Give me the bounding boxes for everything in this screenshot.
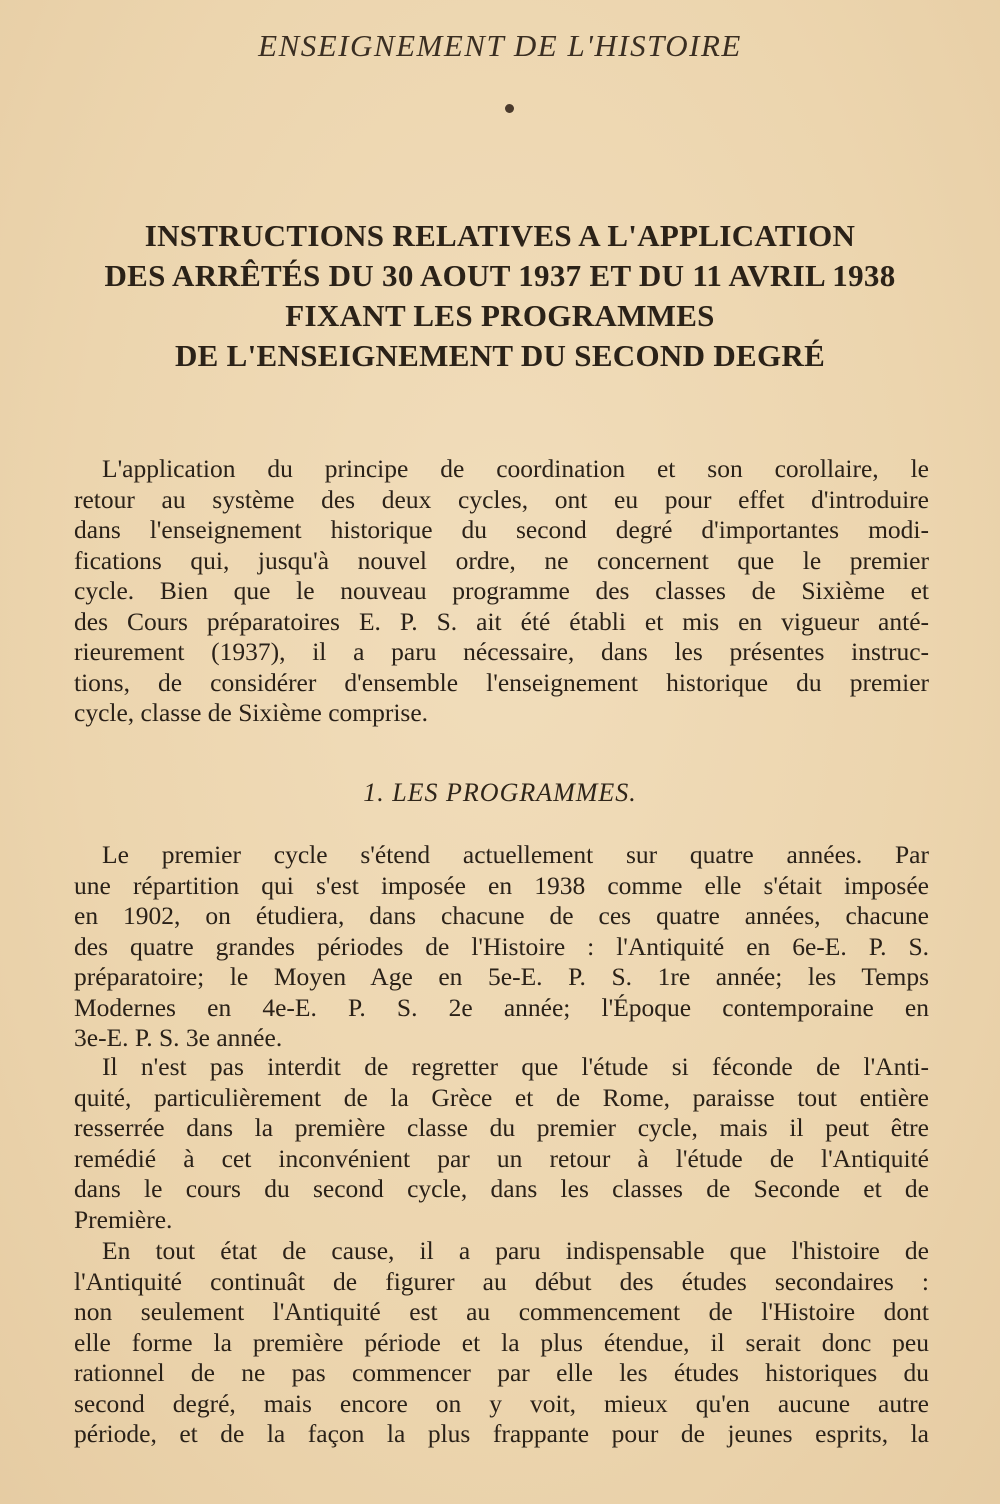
text-line: Première. [74, 1204, 173, 1234]
text-line: des quatre grandes périodes de l'Histoire : l'Antiquité en 6e-E. P. S. [74, 931, 929, 961]
text-line: tions, de considérer d'ensemble l'enseignement historique du premier [74, 667, 929, 697]
paragraph-intro [74, 454, 929, 729]
text-line: une répartition qui s'est imposée en 1938 comme elle s'était imposée [74, 870, 929, 900]
paragraph-antiquite [74, 1052, 929, 1235]
text-line: fications qui, jusqu'à nouvel ordre, ne concernent que le premier [74, 545, 929, 575]
text-line: préparatoire; le Moyen Age en 5e-E. P. S. 1re année; les Temps [74, 962, 929, 991]
text-line: Le premier cycle s'étend actuellement sur quatre années. Par [102, 840, 929, 869]
text-line: quité, particulièrement de la Grèce et de Rome, paraisse tout entière [74, 1082, 929, 1112]
text-line: L'application du principe de coordination et son corollaire, le [102, 454, 929, 483]
ornament-dot-icon [505, 104, 514, 113]
text-line: retour au système des deux cycles, ont eu pour effet d'introduire [74, 484, 929, 514]
title-line: INSTRUCTIONS RELATIVES A L'APPLICATION [144, 218, 856, 253]
text-line: des Cours préparatoires E. P. S. ait été établi et mis en vigueur anté- [74, 606, 929, 636]
text-line: période, et de la façon la plus frappante pour de jeunes esprits, la [74, 1419, 929, 1448]
text-line: cycle. Bien que le nouveau programme des classes de Sixième et [74, 576, 929, 605]
text-line: resserrée dans la première classe du premier cycle, mais il peut être [74, 1113, 929, 1142]
text-line: cycle, classe de Sixième comprise. [74, 698, 429, 727]
paragraph-etat-de-cause [74, 1236, 929, 1450]
text-line: elle forme la première période et la plus étendue, il serait donc peu [74, 1327, 929, 1357]
text-line: dans l'enseignement historique du second degré d'importantes modi- [74, 515, 929, 544]
running-head: ENSEIGNEMENT DE L'HISTOIRE [258, 28, 742, 63]
section-heading: 1. LES PROGRAMMES. [363, 778, 637, 807]
text-line: en 1902, on étudiera, dans chacune de ces quatre années, chacune [74, 901, 929, 930]
text-line: l'Antiquité continuât de figurer au début des études secondaires : [74, 1266, 929, 1296]
text-line: second degré, mais encore on y voit, mieux qu'en aucune autre [74, 1388, 929, 1418]
title-line: FIXANT LES PROGRAMMES [285, 298, 715, 333]
paragraph-programmes [74, 840, 929, 1054]
text-line: dans le cours du second cycle, dans les classes de Seconde et de [74, 1174, 929, 1203]
document-title [60, 216, 940, 376]
text-line: En tout état de cause, il a paru indispensable que l'histoire de [102, 1236, 929, 1265]
text-line: Il n'est pas interdit de regretter que l'étude si féconde de l'Anti- [102, 1052, 929, 1081]
title-line: DES ARRÊTÉS DU 30 AOUT 1937 ET DU 11 AVRIL 1938 [104, 258, 896, 293]
text-line: rieurement (1937), il a paru nécessaire, dans les présentes instruc- [74, 637, 929, 666]
title-line: DE L'ENSEIGNEMENT DU SECOND DEGRÉ [174, 338, 826, 373]
text-line: remédié à cet inconvénient par un retour à l'étude de l'Antiquité [74, 1143, 929, 1173]
text-line: non seulement l'Antiquité est au commencement de l'Histoire dont [74, 1297, 929, 1326]
text-line: 3e-E. P. S. 3e année. [74, 1023, 283, 1052]
text-line: rationnel de ne pas commencer par elle les études historiques du [74, 1358, 929, 1387]
text-line: Modernes en 4e-E. P. S. 2e année; l'Époque contemporaine en [74, 992, 929, 1022]
